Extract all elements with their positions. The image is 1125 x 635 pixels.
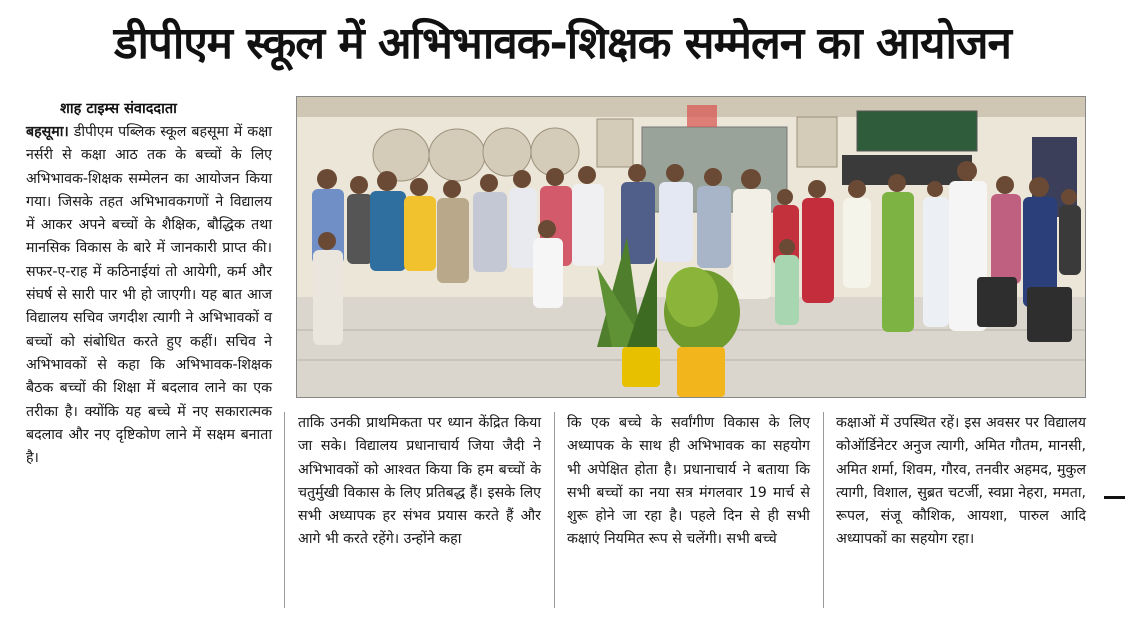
column-rule-1 <box>284 412 285 608</box>
column-rule-2 <box>554 412 555 608</box>
article-column-2: ताकि उनकी प्राथमिकता पर ध्यान केंद्रित किया जा सके। विद्यालय प्रधानाचार्य जिया जैदी ने अभिभावकों को आश्वत किया कि हम बच्चों के चतुर्मुखी विकास के लिए प्रतिबद्ध हैं। इसके लिए सभी अध्यापक हर संभव प्रयास करते हैं और आगे भी करते रहेंगे। उन्होंने कहा <box>298 415 541 548</box>
article-column-1 <box>26 121 272 470</box>
column-1-text: डीपीएम पब्लिक स्कूल बहसूमा में कक्षा नर्सरी से कक्षा आठ तक के बच्चों के लिए अभिभावक-शिक्षक सम्मेलन का आयोजन किया गया। जिसके तहत अभिभावकगणों ने विद्यालय में आकर अपने बच्चों के शैक्षिक, बौद्धिक तथा मानसिक विकास के बारे में जानकारी प्राप्त की। सफर-ए-राह में कठिनाईयां तो आयेगी, कर्म और संघर्ष से सारी पार भी हो जाएगी। यह बात आज विद्यालय सचिव जगदीश त्यागी ने अभिभावकों व बच्चों को संबोधित करते हुए कहीं। सचिव ने अभिभावकों से कहा कि अभिभावक-शिक्षक बैठक बच्चों की शिक्षा में बदलाव लाने का एक तरीका है। क्योंकि यह बच्चे में नए सकारात्मक बदलाव और नए दृष्टिकोण लाने में सक्षम बनाता है। <box>26 124 272 467</box>
headline: डीपीएम स्कूल में अभिभावक-शिक्षक सम्मेलन का आयोजन <box>114 18 1011 69</box>
article-column-3: कि एक बच्चे के सर्वांगीण विकास के लिए अध्यापक के साथ ही अभिभावक का सहयोग भी अपेक्षित होता है। प्रधानाचार्य ने बताया कि सभी बच्चों का नया सत्र मंगलवार 19 मार्च से शुरू होने जा रहा है। पहले दिन से ही सभी कक्षाएं नियमित रूप से चलेंगी। सभी बच्चे <box>567 415 810 548</box>
byline: शाह टाइम्स संवाददाता <box>60 101 177 117</box>
group-photo <box>296 96 1086 398</box>
page-edge-mark <box>1104 496 1125 499</box>
group-photo-illustration <box>297 97 1085 397</box>
dateline: बहसूमा। <box>26 124 69 140</box>
article-column-4: कक्षाओं में उपस्थित रहें। इस अवसर पर विद्यालय कोऑर्डिनेटर अनुज त्यागी, अमित गौतम, मानसी, अमित शर्मा, शिवम, गौरव, तनवीर अहमद, मुकुल त्यागी, विशाल, सुब्रत चटर्जी, स्वप्ना नेहरा, ममता, रूपल, संजू कौशिक, आयशा, पारुल आदि अध्यापकों का सहयोग रहा। <box>836 415 1086 548</box>
column-rule-3 <box>823 412 824 608</box>
